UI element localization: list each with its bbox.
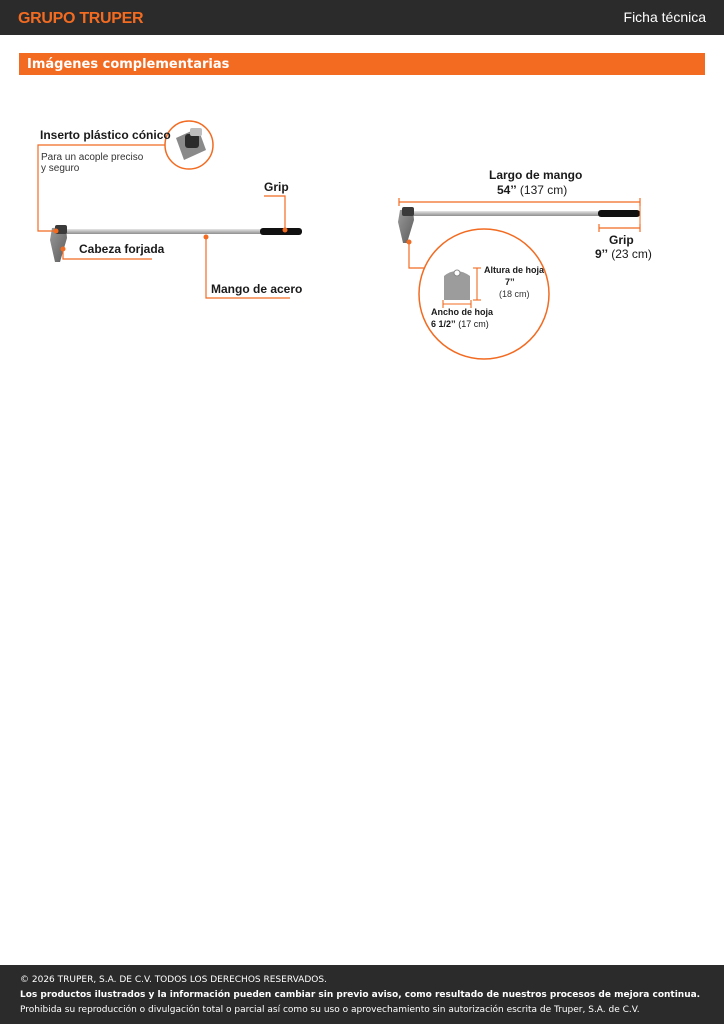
blade-width-label: Ancho de hoja — [431, 307, 494, 317]
hoe-right — [398, 207, 640, 243]
insert-desc-line2: y seguro — [41, 163, 80, 174]
section-title: Imágenes complementarias — [27, 57, 230, 72]
head-label: Cabeza forjada — [79, 242, 165, 256]
blade-width-metric: (17 cm) — [458, 319, 489, 329]
footer-copyright: © 2026 TRUPER, S.A. DE C.V. TODOS LOS DERECHOS RESERVADOS. — [20, 975, 327, 985]
footer — [0, 965, 724, 1024]
grip-label-right: Grip — [609, 233, 634, 247]
grip-value: 9’’ — [595, 247, 608, 261]
blade-height-metric: (18 cm) — [499, 289, 530, 299]
footer-legal: Prohibida su reproducción o divulgación total o parcial así como su uso o aprovechamiento sin autorización escrita de Truper, S.A. de C.V. — [20, 1005, 640, 1015]
insert-title-label: Inserto plástico cónico — [40, 128, 171, 142]
handle-label: Mango de acero — [211, 282, 303, 296]
blade-height-value: 7’’ — [505, 277, 515, 287]
brand-logo: GRUPO TRUPER — [18, 10, 144, 27]
footer-notice: Los productos ilustrados y la información pueden cambiar sin previo aviso, como resultado de nuestros procesos de mejora continua. — [20, 990, 701, 1000]
handle-length-label: Largo de mango — [489, 168, 583, 182]
blade-height-label: Altura de hoja — [484, 265, 545, 275]
doc-type-title: Ficha técnica — [623, 9, 706, 25]
hoe-parts-illustration — [0, 0, 724, 400]
grip-dimension — [595, 247, 652, 261]
blade-width-value: 6 1/2’’ — [431, 319, 456, 329]
blade-detail-icon — [444, 270, 470, 300]
insert-desc-line1: Para un acople preciso — [41, 152, 144, 163]
handle-length-dimension — [497, 183, 567, 197]
handle-length-metric: (137 cm) — [519, 183, 568, 197]
blade-width-dimension — [431, 319, 489, 329]
handle-length-value: 54’’ — [497, 183, 517, 197]
grip-label-left: Grip — [264, 180, 289, 194]
grip-metric: (23 cm) — [611, 247, 652, 261]
